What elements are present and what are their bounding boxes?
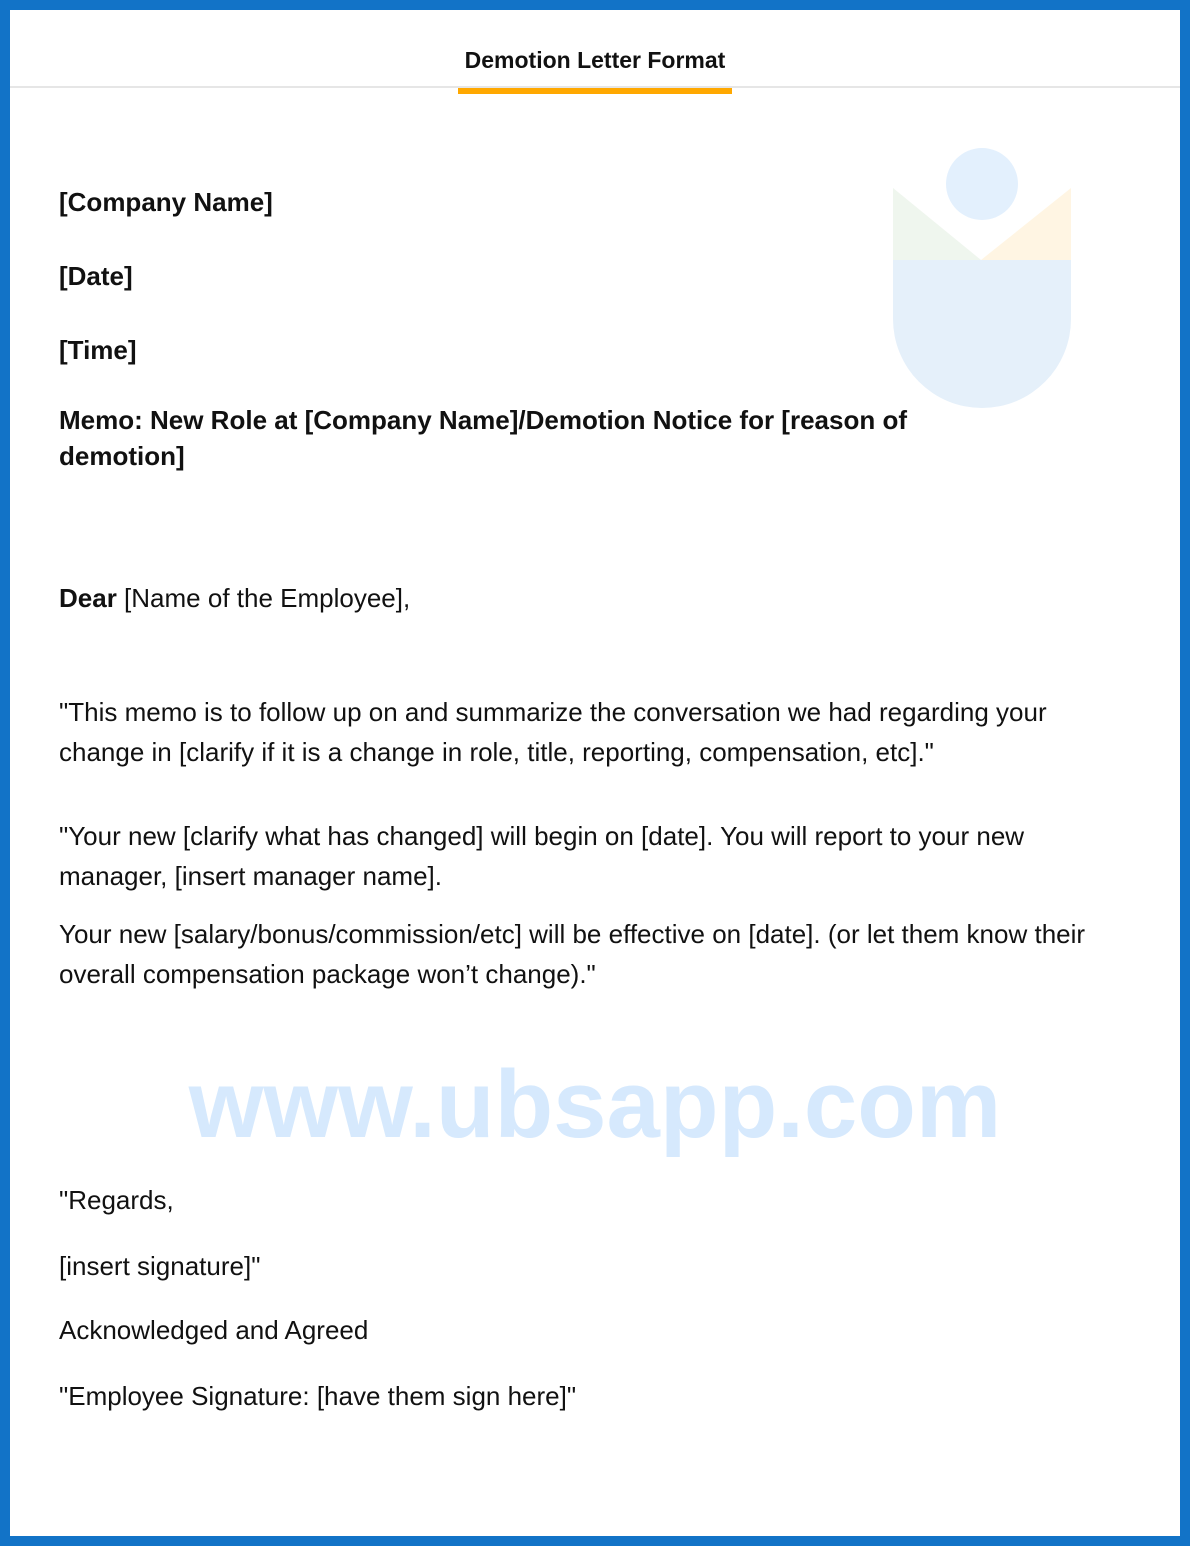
acknowledged: Acknowledged and Agreed: [59, 1315, 369, 1345]
memo-subject: Memo: New Role at [Company Name]/Demotion Notice for [reason of demotion]: [59, 405, 907, 471]
signature: [insert signature]": [59, 1251, 261, 1281]
paragraph-1: "This memo is to follow up on and summarize the conversation we had regarding your change in [clarify if it is a change in role, title, reporting, compensation, etc].": [59, 697, 1047, 767]
employee-signature: "Employee Signature: [have them sign here]": [59, 1381, 577, 1411]
active-tab-underline: [458, 88, 732, 94]
letter-time: [Time]: [59, 335, 137, 365]
paragraph-2: "Your new [clarify what has changed] will begin on [date]. You will report to your new manager, [insert manager name].: [59, 821, 1025, 891]
salutation: [59, 578, 1129, 618]
company-name: [Company Name]: [59, 187, 273, 217]
letter-date: [Date]: [59, 261, 133, 291]
watermark-text: www.ubsapp.com: [188, 1051, 1002, 1158]
regards: "Regards,: [59, 1185, 174, 1215]
salutation-name: [Name of the Employee],: [116, 583, 411, 613]
paragraph-3: Your new [salary/bonus/commission/etc] will be effective on [date]. (or let them know their overall compensation package won’t change).": [59, 919, 1086, 989]
salutation-dear: Dear: [59, 583, 117, 613]
page-title: Demotion Letter Format: [464, 47, 726, 73]
